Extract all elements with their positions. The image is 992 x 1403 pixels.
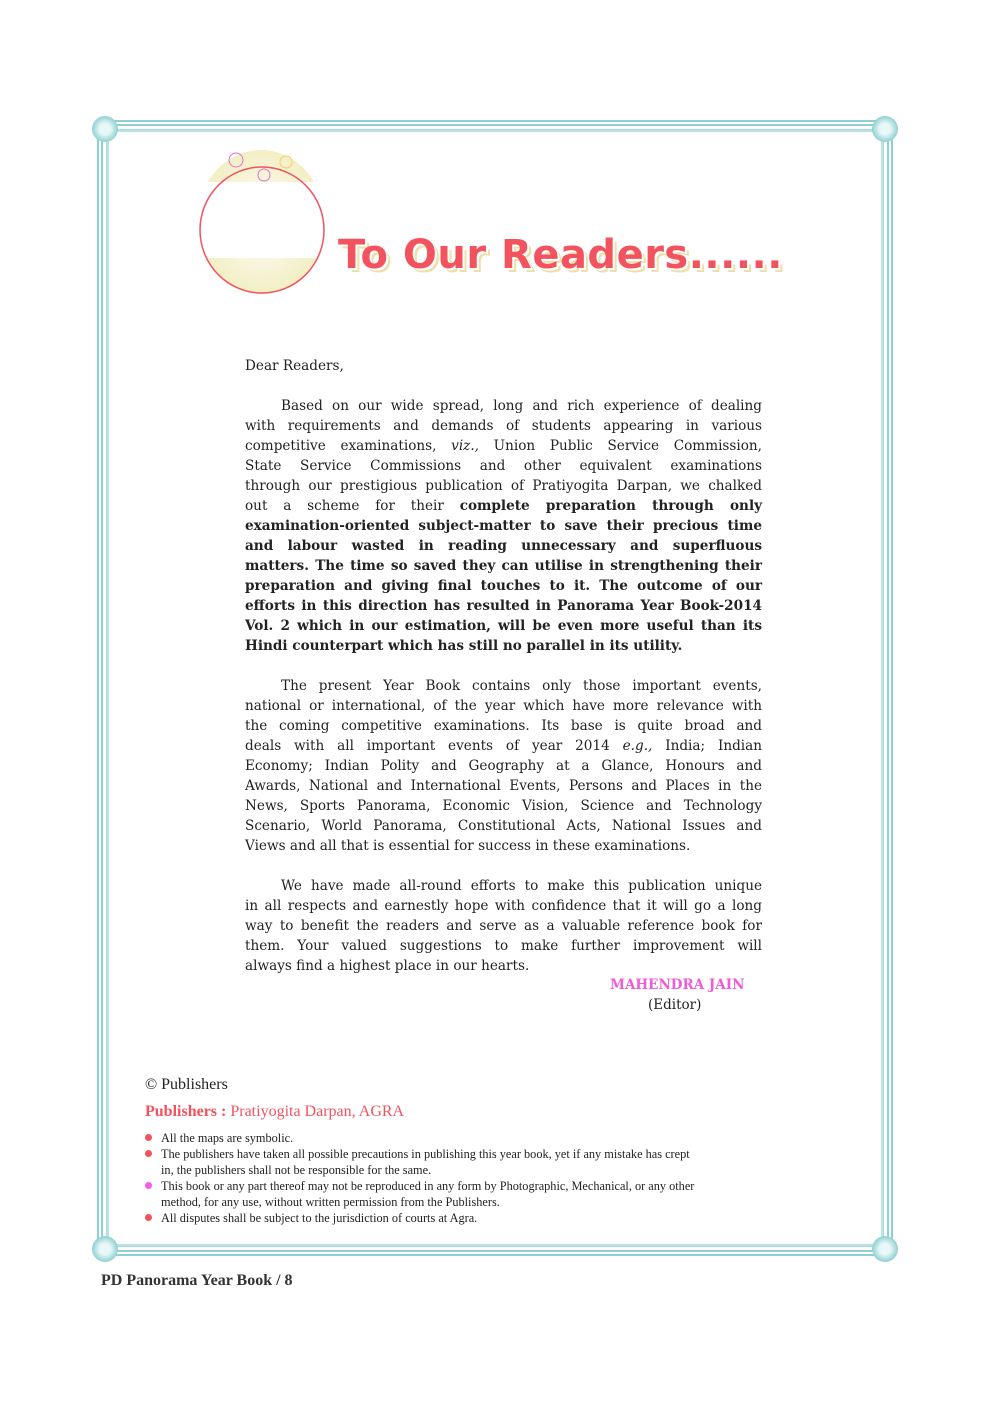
text-line bbox=[245, 596, 762, 616]
text-segment: Views and all that is essential for success in these examinations. bbox=[245, 838, 691, 854]
text-segment: the coming competitive examinations. Its base is quite broad and bbox=[245, 718, 762, 734]
note-text: All disputes shall be subject to the jurisdiction of courts at Agra. bbox=[161, 1211, 478, 1225]
note-text: The publishers have taken all possible precautions in publishing this year book, yet if any mistake has crept in, the publishers shall not be responsible for the same. bbox=[161, 1147, 690, 1177]
bullet-icon bbox=[145, 1182, 152, 1189]
notes-list bbox=[145, 1130, 705, 1226]
text-segment: matters. The time so saved they can utilise in strengthening their bbox=[245, 558, 762, 574]
text-segment: always find a highest place in our hearts. bbox=[245, 958, 530, 974]
text-line bbox=[245, 616, 762, 636]
note-item bbox=[145, 1146, 705, 1178]
text-segment: in all respects and earnestly hope with confidence that it will go a long bbox=[245, 898, 762, 914]
text-segment: preparation and giving final touches to it. The outcome of our bbox=[245, 578, 762, 594]
text-segment: State Service Commissions and other equivalent examinations bbox=[245, 458, 762, 474]
text-line bbox=[245, 876, 762, 896]
note-item bbox=[145, 1178, 705, 1210]
text-segment: with requirements and demands of students appearing in various bbox=[245, 418, 762, 434]
text-line bbox=[245, 636, 762, 656]
text-segment: deals with all important events of year 2014 bbox=[245, 738, 623, 754]
text-segment: News, Sports Panorama, Economic Vision, Science and Technology bbox=[245, 798, 762, 814]
copyright-notice: © Publishers bbox=[145, 1076, 228, 1093]
text-line bbox=[245, 456, 762, 476]
greeting: Dear Readers, bbox=[245, 358, 344, 374]
text-segment: competitive examinations, bbox=[245, 438, 452, 454]
text-segment: India; Indian bbox=[652, 738, 762, 754]
corner-ornament-icon bbox=[872, 1236, 898, 1262]
signature-role: (Editor) bbox=[648, 997, 702, 1013]
text-segment: national or international, of the year which have more relevance with bbox=[245, 698, 762, 714]
text-line bbox=[245, 716, 762, 736]
text-line bbox=[245, 556, 762, 576]
text-segment: We have made all-round efforts to make this publication unique bbox=[281, 878, 762, 894]
text-line bbox=[245, 896, 762, 916]
page-footer: PD Panorama Year Book / 8 bbox=[101, 1272, 293, 1289]
text-line bbox=[245, 496, 762, 516]
text-line bbox=[245, 836, 762, 856]
text-line bbox=[245, 776, 762, 796]
text-line bbox=[245, 396, 762, 416]
text-segment: efforts in this direction has resulted in Panorama Year Book-2014 bbox=[245, 598, 762, 614]
bullet-icon bbox=[145, 1134, 152, 1141]
paragraph bbox=[245, 876, 762, 976]
page-title: To Our Readers...... bbox=[338, 232, 783, 278]
text-line bbox=[245, 576, 762, 596]
text-segment: Scenario, World Panorama, Constitutional Acts, National Issues and bbox=[245, 818, 762, 834]
text-segment: Hindi counterpart which has still no parallel in its utility. bbox=[245, 638, 683, 654]
text-line bbox=[245, 796, 762, 816]
text-line bbox=[245, 936, 762, 956]
text-line bbox=[245, 736, 762, 756]
text-line bbox=[245, 436, 762, 456]
text-line bbox=[245, 696, 762, 716]
text-line bbox=[245, 536, 762, 556]
text-segment: and labour wasted in reading unnecessary and superfluous bbox=[245, 538, 762, 554]
text-segment: complete preparation through only bbox=[459, 498, 763, 514]
note-item bbox=[145, 1210, 705, 1226]
text-segment: Economy; Indian Polity and Geography at a Glance, Honours and bbox=[245, 758, 762, 774]
text-segment: examination-oriented subject-matter to save their precious time bbox=[245, 518, 762, 534]
text-line bbox=[245, 476, 762, 496]
letter-body bbox=[245, 356, 762, 996]
note-text: All the maps are symbolic. bbox=[161, 1131, 294, 1145]
bullet-icon bbox=[145, 1214, 152, 1221]
text-line bbox=[245, 676, 762, 696]
text-line bbox=[245, 816, 762, 836]
text-segment: way to benefit the readers and serve as a valuable reference book for bbox=[245, 918, 762, 934]
text-segment: Union Public Service Commission, bbox=[478, 438, 762, 454]
text-segment: Vol. 2 which in our estimation, will be even more useful than its bbox=[245, 618, 762, 634]
text-segment: The present Year Book contains only those important events, bbox=[281, 678, 762, 694]
paragraph bbox=[245, 676, 762, 856]
publisher-label: Publishers : bbox=[145, 1103, 227, 1120]
bullet-icon bbox=[145, 1150, 152, 1157]
corner-ornament-icon bbox=[872, 116, 898, 142]
text-line bbox=[245, 416, 762, 436]
text-line bbox=[245, 756, 762, 776]
text-segment: them. Your valued suggestions to make further improvement will bbox=[245, 938, 762, 954]
text-segment: e.g., bbox=[622, 738, 653, 754]
text-segment: through our prestigious publication of Pratiyogita Darpan, we chalked bbox=[245, 478, 762, 494]
text-line bbox=[245, 516, 762, 536]
text-line bbox=[245, 956, 762, 976]
note-text: This book or any part thereof may not be reproduced in any form by Photographic, Mechanical, or any other method, for any use, without written permission from the Publishers. bbox=[161, 1179, 695, 1209]
text-segment: out a scheme for their bbox=[245, 498, 460, 514]
text-segment: viz., bbox=[451, 438, 479, 454]
note-item bbox=[145, 1130, 705, 1146]
signature-name: MAHENDRA JAIN bbox=[610, 977, 745, 993]
text-segment: Based on our wide spread, long and rich experience of dealing bbox=[281, 398, 762, 414]
publisher-line bbox=[145, 1103, 404, 1121]
text-segment: Awards, National and International Events, Persons and Places in the bbox=[245, 778, 762, 794]
corner-ornament-icon bbox=[92, 116, 118, 142]
paragraph bbox=[245, 396, 762, 656]
heading-ornament-icon bbox=[196, 150, 326, 295]
text-line bbox=[245, 916, 762, 936]
publisher-value: Pratiyogita Darpan, AGRA bbox=[226, 1103, 405, 1120]
corner-ornament-icon bbox=[92, 1236, 118, 1262]
